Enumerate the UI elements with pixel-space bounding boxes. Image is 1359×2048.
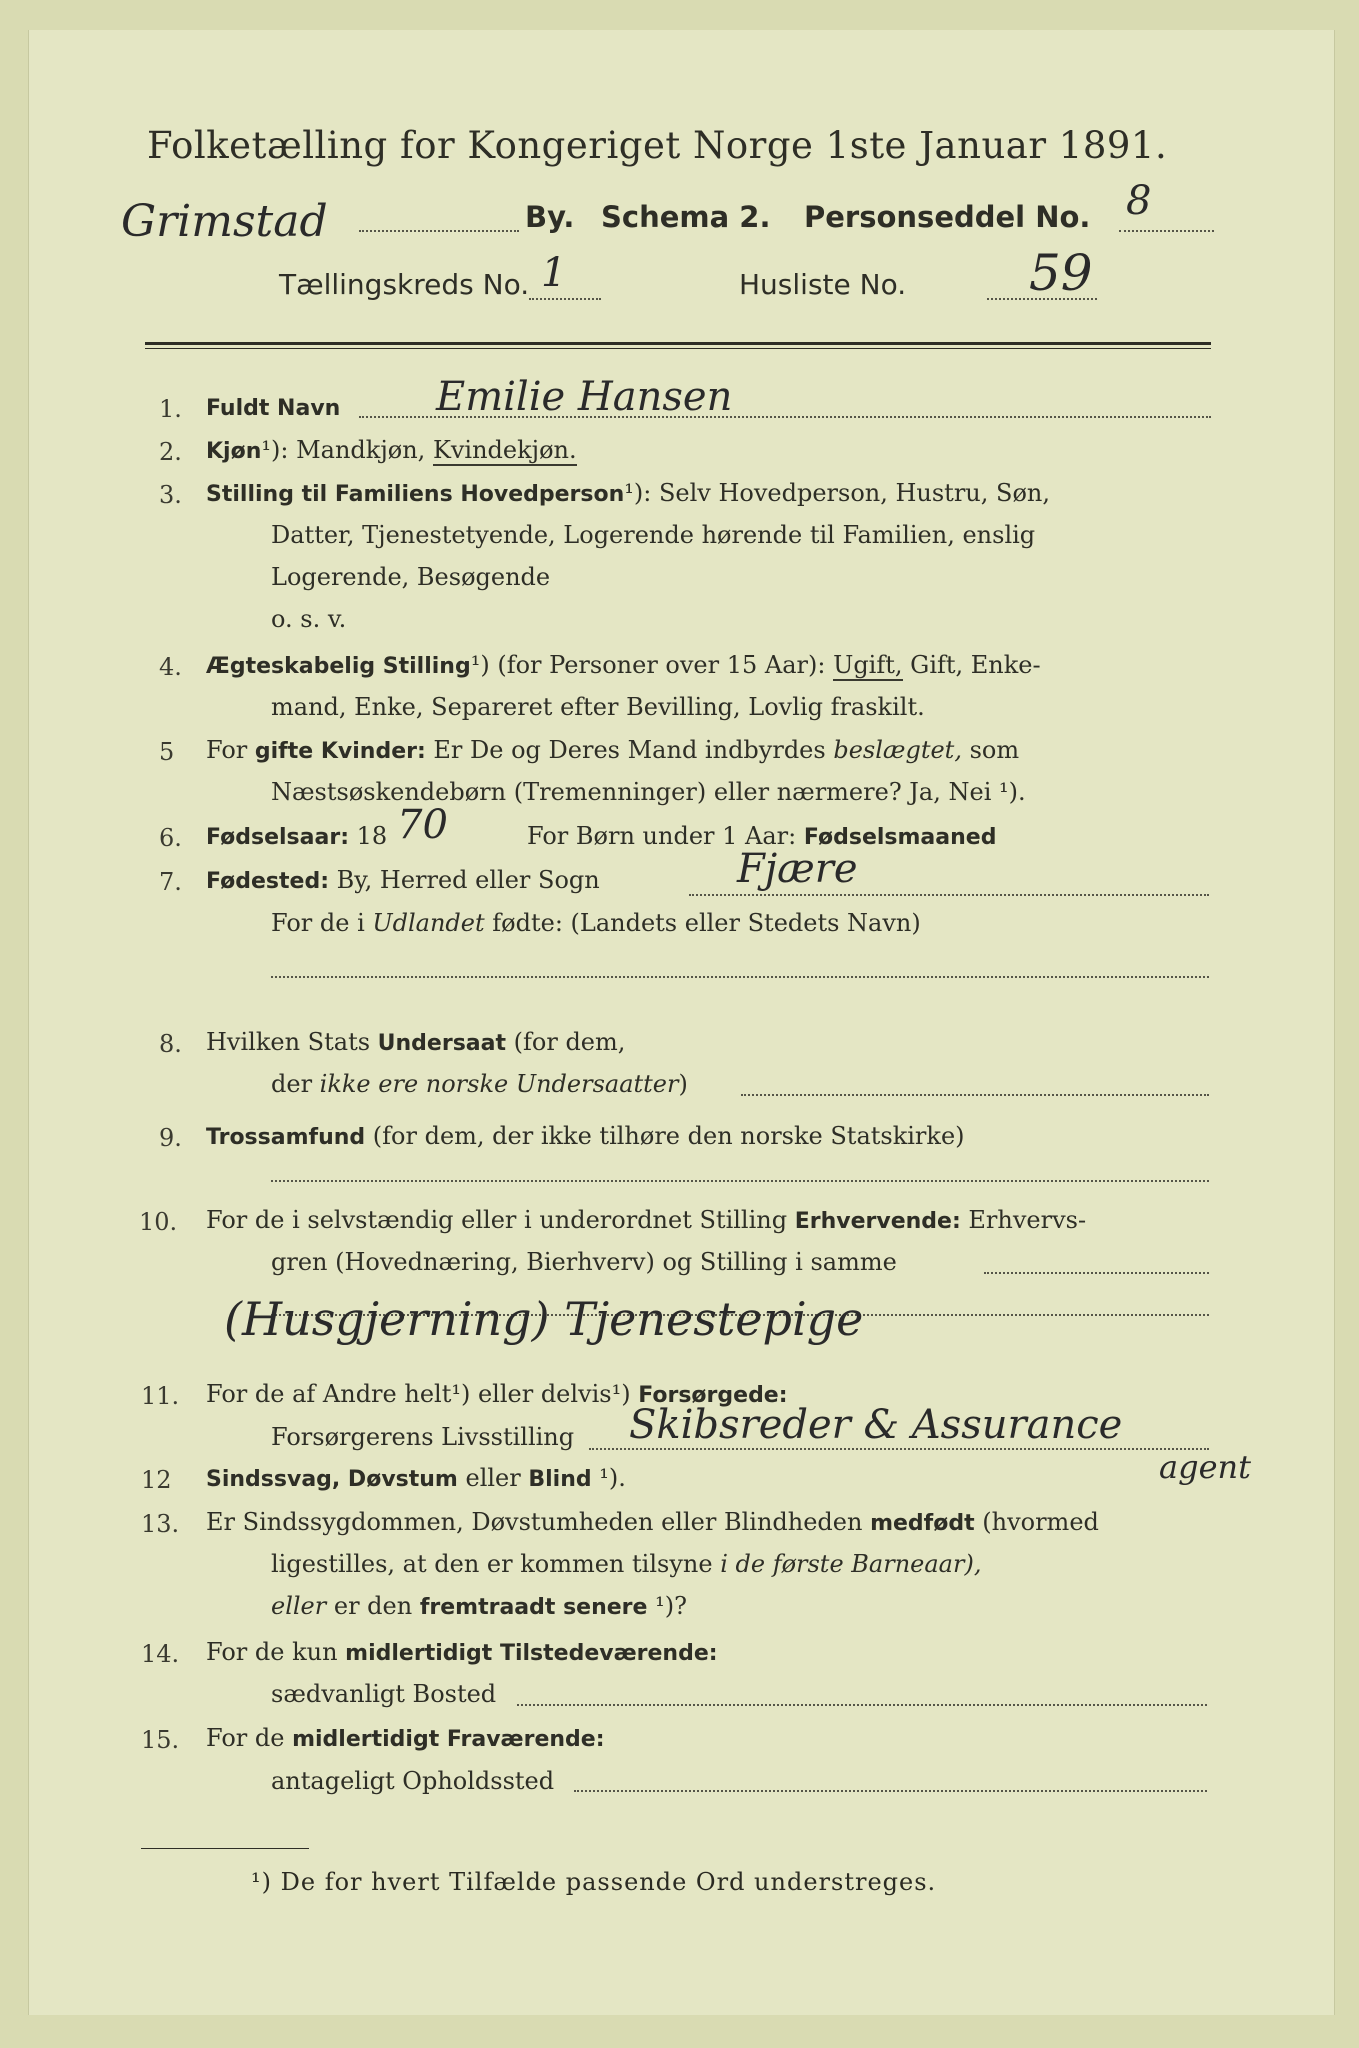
q4-text-a: ¹) (for Personer over 15 Aar):: [470, 651, 834, 679]
q13-line3-c: ¹)?: [647, 1592, 687, 1620]
q8-line2: [271, 1063, 688, 1105]
q4-number: 4.: [159, 653, 182, 681]
q9-label: Trossamfund: [206, 1125, 366, 1150]
q10-label: Erhvervende:: [794, 1209, 961, 1234]
q8-number: 8.: [159, 1030, 182, 1058]
q11-text-a: For de af Andre helt¹) eller delvis¹): [206, 1380, 639, 1408]
footnote: ¹) De for hvert Tilfælde passende Ord understreges.: [251, 1868, 937, 1896]
q2-selected-option: Kvindekjøn.: [432, 436, 577, 464]
q12-number: 12: [141, 1466, 172, 1494]
q10-text-a: For de i selvstændig eller i underordnet Stilling: [206, 1206, 795, 1234]
q6-label: Fødselsaar:: [206, 825, 349, 850]
q14-line2: sædvanligt Bosted: [271, 1680, 497, 1708]
q9-text: (for dem, der ikke tilhøre den norske Statskirke): [365, 1122, 965, 1150]
q6-label2: Fødselsmaaned: [803, 825, 997, 850]
q15-dotted-line: [574, 1790, 1207, 1792]
q6-answer: 70: [397, 802, 448, 848]
footnote-rule: [141, 1848, 309, 1849]
q9-dotted-line: [271, 1180, 1209, 1182]
q1-label: Fuldt Navn: [206, 396, 341, 421]
q3-line2: Datter, Tjenestetyende, Logerende hørende til Familien, enslig: [271, 521, 1036, 549]
taellingskreds-number: 1: [541, 250, 567, 296]
q2-row: [206, 429, 577, 473]
q12-text: eller: [457, 1464, 529, 1492]
q7-row: [206, 859, 600, 903]
q3-row: [206, 472, 1050, 516]
q11-dotted-line: [589, 1448, 1209, 1450]
q1-number: 1.: [159, 395, 182, 423]
q6-number: 6.: [159, 824, 182, 852]
personseddel-number: 8: [1126, 178, 1152, 224]
q13-line2-a: ligestilles, at den er kommen tilsyne: [271, 1550, 721, 1578]
q7-blank-line: [271, 976, 1209, 978]
q3-label: Stilling til Familiens Hovedperson: [206, 482, 625, 507]
place-dotted-line: [359, 230, 519, 232]
q6-rest-text: For Børn under 1 Aar:: [527, 822, 804, 850]
q2-label: Kjøn: [206, 439, 262, 464]
q13-line3: [271, 1585, 687, 1629]
q13-text-a: Er Sindssygdommen, Døvstumheden eller Blindheden: [206, 1508, 871, 1536]
q1-row: [206, 386, 340, 430]
q14-text-a: For de kun: [206, 1638, 346, 1666]
by-label: By.: [525, 200, 575, 234]
q13-italic: i de første Barneaar),: [720, 1550, 982, 1578]
husliste-number: 59: [1029, 244, 1093, 302]
q13-label2: fremtraadt senere: [419, 1595, 648, 1620]
q4-line2: mand, Enke, Separeret efter Bevilling, Lovlig fraskilt.: [271, 693, 925, 721]
q8-text-a: Hvilken Stats: [206, 1028, 378, 1056]
q12-label2: Blind: [528, 1467, 592, 1492]
q15-row: [206, 1717, 605, 1761]
q5-number: 5: [159, 738, 175, 766]
q15-number: 15.: [141, 1726, 180, 1754]
q11-number: 11.: [141, 1382, 180, 1410]
q15-label: midlertidigt Fraværende:: [292, 1727, 605, 1752]
q14-label: midlertidigt Tilstedeværende:: [345, 1641, 718, 1666]
q2-text: ¹): Mandkjøn,: [261, 436, 433, 464]
personseddel-label: Personseddel No.: [804, 200, 1091, 234]
q10-text-b: Erhvervs-: [960, 1206, 1087, 1234]
q8-row: [206, 1021, 625, 1065]
census-form-sheet: [28, 30, 1335, 2015]
q9-number: 9.: [159, 1124, 182, 1152]
q11-answer-line2: agent: [1159, 1448, 1251, 1486]
q8-italic: ikke ere norske Undersaatter: [319, 1070, 679, 1098]
q8-dotted-line: [741, 1094, 1209, 1096]
q5-italic: beslægtet,: [833, 736, 962, 764]
q15-text-a: For de: [206, 1724, 293, 1752]
form-title: Folketælling for Kongeriget Norge 1ste Januar 1891.: [147, 124, 1168, 167]
q8-line2-b: ): [678, 1070, 688, 1098]
q3-number: 3.: [159, 481, 182, 509]
q13-line3-a: eller: [271, 1592, 327, 1620]
q6-row: [206, 815, 387, 859]
q1-dotted-line: [359, 416, 1211, 418]
q5-pre: For: [206, 736, 255, 764]
q11-line2: Forsørgerens Livsstilling: [271, 1423, 575, 1451]
q7-line2-a: For de i: [271, 909, 373, 937]
q9-row: [206, 1115, 965, 1159]
q10-dotted-line-1: [984, 1272, 1209, 1274]
q13-text-b: (hvormed: [974, 1508, 1099, 1536]
q10-answer: (Husgjerning) Tjenestepige: [224, 1292, 864, 1346]
q3-line1: ¹): Selv Hovedperson, Hustru, Søn,: [624, 479, 1050, 507]
q5-text-b: som: [961, 736, 1020, 764]
q13-row: [206, 1501, 1099, 1545]
q10-row: [206, 1199, 1086, 1243]
q12-row: [206, 1457, 626, 1501]
q11-answer: Skibsreder & Assurance: [629, 1402, 1123, 1448]
q11-label: Forsørgede:: [638, 1383, 788, 1408]
q7-line2-b: fødte: (Landets eller Stedets Navn): [484, 909, 921, 937]
husliste-dotted-line: [987, 298, 1097, 300]
q10-number: 10.: [139, 1208, 178, 1236]
header-rule: [145, 342, 1211, 345]
q14-dotted-line: [517, 1704, 1207, 1706]
q2-number: 2.: [159, 438, 182, 466]
q13-line3-b: er den: [326, 1592, 420, 1620]
q5-text-a: Er De og Deres Mand indbyrdes: [425, 736, 834, 764]
q5-row: [206, 729, 1019, 773]
q7-label: Fødested:: [206, 869, 329, 894]
q13-number: 13.: [141, 1510, 180, 1538]
q5-line2: Næstsøskendebørn (Tremenninger) eller nærmere? Ja, Nei ¹).: [271, 778, 1026, 806]
q4-row: [206, 644, 1041, 688]
q4-label: Ægteskabelig Stilling: [206, 654, 471, 679]
taellingskreds-label: Tællingskreds No.: [279, 268, 530, 301]
q13-label: medfødt: [870, 1511, 975, 1536]
taellingskreds-dotted-line: [529, 298, 601, 300]
q5-label: gifte Kvinder:: [254, 739, 426, 764]
q7-answer: Fjære: [737, 846, 858, 892]
q3-line4: o. s. v.: [271, 605, 347, 633]
q1-answer: Emilie Hansen: [436, 374, 733, 420]
q13-line2: [271, 1543, 981, 1585]
q15-line2: antageligt Opholdssted: [271, 1767, 555, 1795]
q14-number: 14.: [141, 1640, 180, 1668]
q3-line3: Logerende, Besøgende: [271, 563, 551, 591]
place-handwritten: Grimstad: [121, 196, 328, 247]
q8-label: Undersaat: [377, 1031, 507, 1056]
schema-label: Schema 2.: [601, 200, 771, 234]
q14-row: [206, 1631, 718, 1675]
q8-text-b: (for dem,: [506, 1028, 626, 1056]
q12-label: Sindssvag, Døvstum: [206, 1467, 458, 1492]
q6-prefix: 18: [349, 822, 388, 850]
q7-dotted-line: [689, 894, 1209, 896]
q12-tail: ¹).: [591, 1464, 626, 1492]
q8-line2-a: der: [271, 1070, 320, 1098]
q7-line2: [271, 902, 921, 944]
husliste-label: Husliste No.: [739, 268, 907, 301]
q10-line2: gren (Hovednæring, Bierhverv) og Stilling i samme: [271, 1248, 897, 1276]
q4-selected-option: Ugift,: [833, 651, 903, 679]
personseddel-dotted-line: [1119, 230, 1214, 232]
header-rule-thin: [145, 348, 1211, 349]
q7-text: By, Herred eller Sogn: [329, 866, 600, 894]
q7-number: 7.: [159, 868, 182, 896]
q7-italic: Udlandet: [372, 909, 485, 937]
q4-text-b: Gift, Enke-: [902, 651, 1041, 679]
